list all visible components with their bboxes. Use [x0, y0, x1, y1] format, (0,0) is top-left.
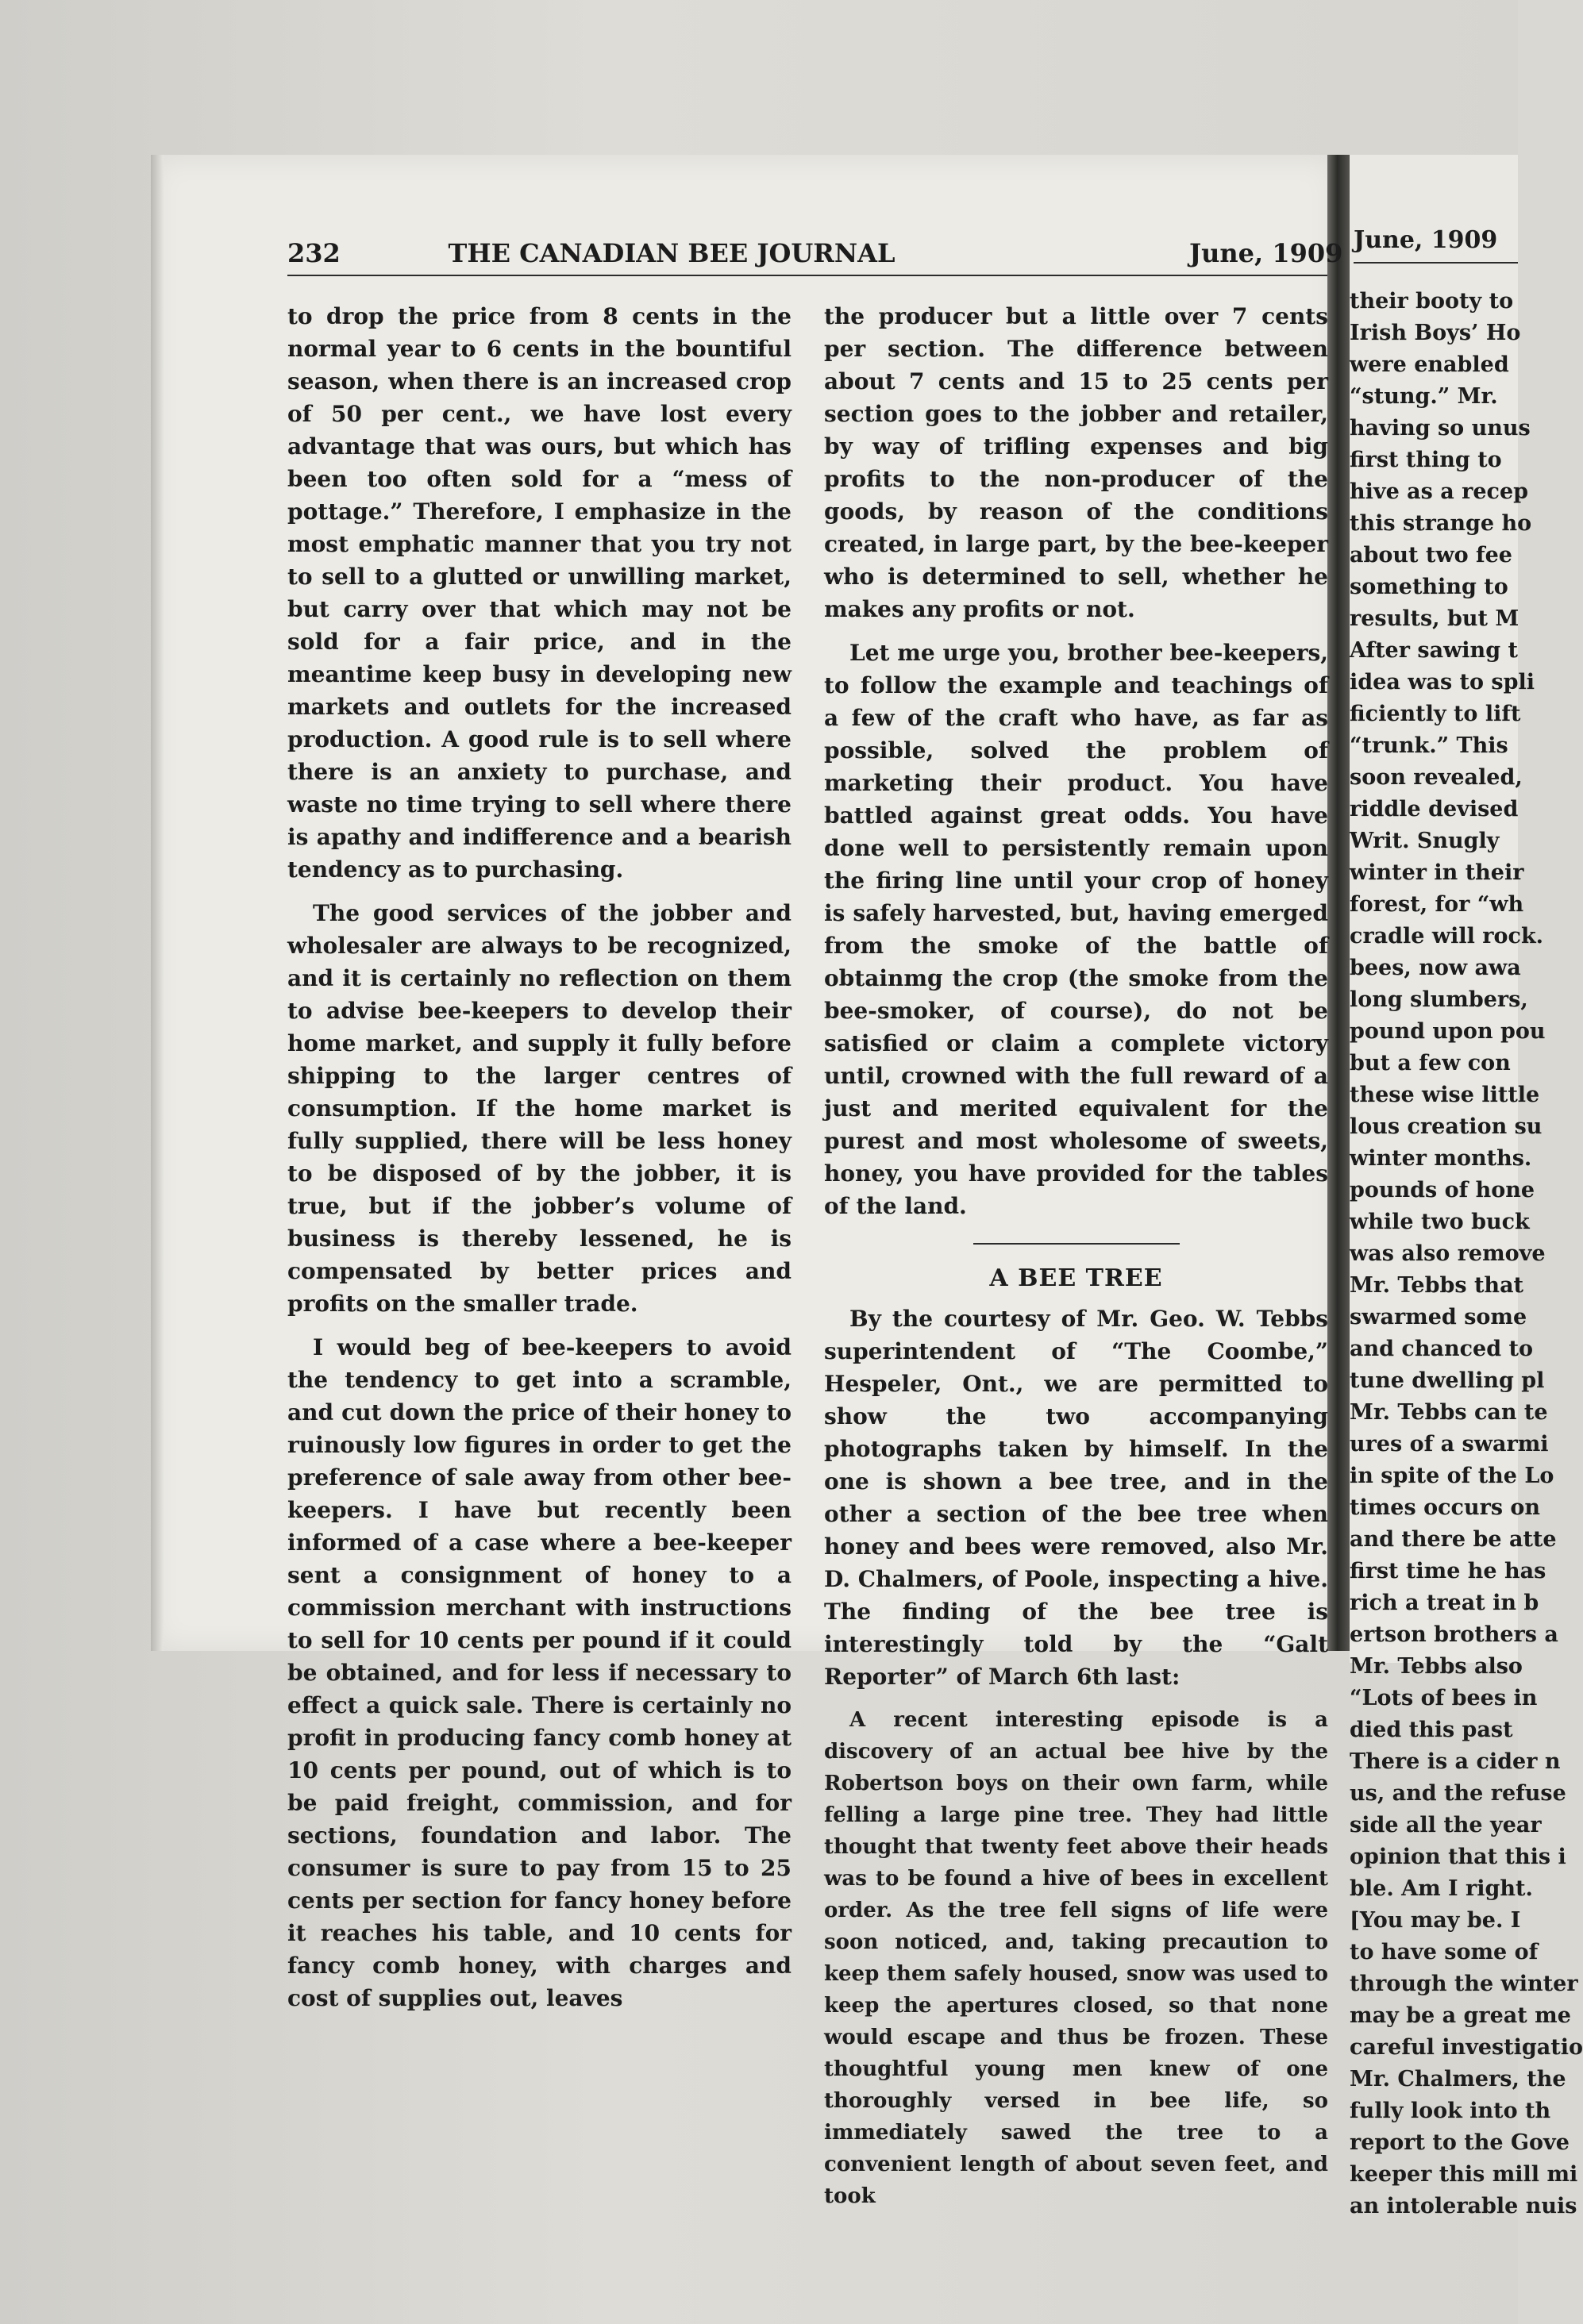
- text-line: long slumbers,: [1350, 987, 1528, 1012]
- text-line: and there be atte: [1350, 1527, 1557, 1552]
- paragraph: Let me urge you, brother bee-keepers, to follow the example and teachings of a few of the craft who have, as far as possible, solved the problem of marketing their product. You have battled against great odds. You have done well to persistently remain upon the firing line until your crop of honey is safely harvested, but, having emerged from the smoke of the battle of obtainmg the crop (the smoke from the bee-smoker, of course), do not be satisfied or claim a complete victory until, crowned with the full reward of a just and merited equivalent for the purest and most wholesome of sweets, honey, you have provided for the tables of the land.: [824, 640, 1328, 1219]
- text-line: first thing to: [1350, 448, 1502, 472]
- next-page-date: June, 1909: [1354, 226, 1498, 254]
- section-divider: [973, 1243, 1180, 1245]
- paragraph: to drop the price from 8 cents in the normal year to 6 cents in the bountiful season, when there is an increased crop of 50 per cent., we have lost every advantage that was ours, but which has been too often sold for a “mess of pottage.” Therefore, I emphasize in the most emphatic manner that you try not to sell to a glutted or unwilling market, but carry over that which may not be sold for a fair price, and in the meantime keep busy in developing new markets and outlets for the increased production. A good rule is to sell where there is an anxiety to purchase, and waste no time trying to sell where there is apathy and indifference and a bearish tendency as to purchasing.: [287, 303, 792, 883]
- text-line: idea was to spli: [1350, 670, 1535, 695]
- text-line: us, and the refuse: [1350, 1781, 1566, 1806]
- paragraph: The good services of the jobber and wholesaler are always to be recognized, and it is certainly no reflection on them to advise bee-keepers to develop their home market, and supply it fully before shipping to the larger centres of consumption. If the home market is fully supplied, there will be less honey to be disposed of by the jobber, it is true, but if the jobber’s volume of business is thereby lessened, he is compensated by better prices and profits on the smaller trade.: [287, 900, 792, 1317]
- text-line: ble. Am I right.: [1350, 1876, 1533, 1901]
- text-line: were enabled: [1350, 352, 1509, 377]
- text-line: Mr. Chalmers, the: [1350, 2067, 1566, 2091]
- text-line: their booty to: [1350, 289, 1514, 314]
- text-line: [You may be. I: [1350, 1908, 1521, 1933]
- text-line: opinion that this i: [1350, 1845, 1566, 1869]
- text-line: died this past: [1350, 1718, 1513, 1742]
- text-line: winter in their: [1350, 860, 1524, 885]
- text-line: ures of a swarmi: [1350, 1432, 1549, 1456]
- text-line: ficiently to lift: [1350, 702, 1521, 726]
- text-line: “Lots of bees in: [1350, 1686, 1538, 1710]
- text-line: Mr. Tebbs also: [1350, 1654, 1523, 1679]
- text-line: through the winter: [1350, 1972, 1578, 1996]
- text-line: an intolerable nuis: [1350, 2194, 1577, 2218]
- text-line: these wise little: [1350, 1083, 1540, 1107]
- text-line: keeper this mill mi: [1350, 2162, 1578, 2187]
- next-page-rule: [1354, 262, 1518, 264]
- text-line: ertson brothers a: [1350, 1622, 1558, 1647]
- issue-date: June, 1909: [1189, 238, 1343, 268]
- header-rule: [287, 275, 1327, 276]
- text-line: to have some of: [1350, 1940, 1539, 1964]
- text-line: lous creation su: [1350, 1114, 1543, 1139]
- text-line: results, but M: [1350, 606, 1519, 631]
- page-edge: [151, 155, 164, 1651]
- text-line: Mr. Tebbs that: [1350, 1273, 1524, 1298]
- text-line: and chanced to: [1350, 1337, 1533, 1361]
- text-line: having so unus: [1350, 416, 1531, 441]
- text-line: careful investigatio: [1350, 2035, 1583, 2060]
- text-line: in spite of the Lo: [1350, 1464, 1554, 1488]
- quoted-paragraph: A recent interesting episode is a discovery of an actual bee hive by the Robertson boys on their own farm, while felling a large pine tree. They had little thought that twenty feet above their heads was to be found a hive of bees in excellent order. As the tree fell signs of life were soon noticed, and, taking precaution to keep them safely housed, snow was used to keep the apertures closed, so that none would escape and thus be frozen. These thoughtful young men knew of one thoroughly versed in bee life, so immediately sawed the tree to a convenient length of about seven feet, and took: [824, 1708, 1328, 2208]
- text-line: times occurs on: [1350, 1495, 1541, 1520]
- text-line: Irish Boys’ Ho: [1350, 321, 1521, 345]
- text-line: first time he has: [1350, 1559, 1546, 1583]
- text-line: something to: [1350, 575, 1508, 599]
- text-line: “trunk.” This: [1350, 733, 1508, 758]
- text-line: may be a great me: [1350, 2003, 1571, 2028]
- text-line: After sawing t: [1350, 638, 1518, 663]
- book-gutter: [1327, 155, 1350, 1651]
- left-column: [287, 300, 792, 2011]
- text-line: forest, for “wh: [1350, 892, 1524, 917]
- paragraph: the producer but a little over 7 cents per section. The difference between about 7 cents and 15 to 25 cents per section goes to the jobber and retailer, by way of trifling expenses and big profits to the non-producer of the goods, by reason of the conditions created, in large part, by the bee-keeper who is determined to sell, whether he makes any profits or not.: [824, 303, 1328, 622]
- text-line: winter months.: [1350, 1146, 1532, 1171]
- text-line: pound upon pou: [1350, 1019, 1546, 1044]
- text-line: report to the Gove: [1350, 2130, 1570, 2155]
- text-line: pounds of hone: [1350, 1178, 1535, 1202]
- text-line: Mr. Tebbs can te: [1350, 1400, 1548, 1425]
- text-line: “stung.” Mr.: [1350, 384, 1498, 409]
- text-line: tune dwelling pl: [1350, 1368, 1545, 1393]
- text-line: rich a treat in b: [1350, 1591, 1539, 1615]
- text-line: while two buck: [1350, 1210, 1530, 1234]
- text-line: bees, now awa: [1350, 956, 1521, 980]
- next-page-column: [1350, 286, 1583, 2218]
- text-line: Writ. Snugly: [1350, 829, 1500, 853]
- text-line: cradle will rock.: [1350, 924, 1544, 948]
- text-line: fully look into th: [1350, 2099, 1551, 2123]
- journal-title: THE CANADIAN BEE JOURNAL: [448, 238, 895, 268]
- text-line: side all the year: [1350, 1813, 1542, 1837]
- paragraph: By the courtesy of Mr. Geo. W. Tebbs superintendent of “The Coombe,” Hespeler, Ont., we are permitted to show the two accompanying photographs taken by himself. In the one is shown a bee tree, and in the other a section of the bee tree when honey and bees were removed, also Mr. D. Chalmers, of Poole, inspecting a hive. The finding of the bee tree is interestingly told by the “Galt Reporter” of March 6th last:: [824, 1306, 1328, 1690]
- text-line: about two fee: [1350, 543, 1512, 568]
- text-line: this strange ho: [1350, 511, 1532, 536]
- text-line: hive as a recep: [1350, 479, 1529, 504]
- article-title: A BEE TREE: [989, 1264, 1163, 1292]
- text-line: There is a cider n: [1350, 1749, 1561, 1774]
- text-line: swarmed some: [1350, 1305, 1527, 1329]
- text-line: riddle devised: [1350, 797, 1519, 821]
- text-line: was also remove: [1350, 1241, 1546, 1266]
- text-line: but a few con: [1350, 1051, 1511, 1075]
- page-number: 232: [287, 238, 341, 268]
- text-line: soon revealed,: [1350, 765, 1523, 790]
- paragraph: I would beg of bee-keepers to avoid the tendency to get into a scramble, and cut down the price of their honey to ruinously low figures in order to get the preference of sale away from other bee-keepers. I have but recently been informed of a case where a bee-keeper sent a consignment of honey to a commission merchant with instructions to sell for 10 cents per pound if it could be obtained, and for less if necessary to effect a quick sale. There is certainly no profit in producing fancy comb honey at 10 cents per pound, out of which is to be paid freight, commission, and for sections, foundation and labor. The consumer is sure to pay from 15 to 25 cents per section for fancy honey before it reaches his table, and 10 cents for fancy comb honey, with charges and cost of supplies out, leaves: [287, 1334, 792, 2011]
- right-column: [824, 300, 1328, 2208]
